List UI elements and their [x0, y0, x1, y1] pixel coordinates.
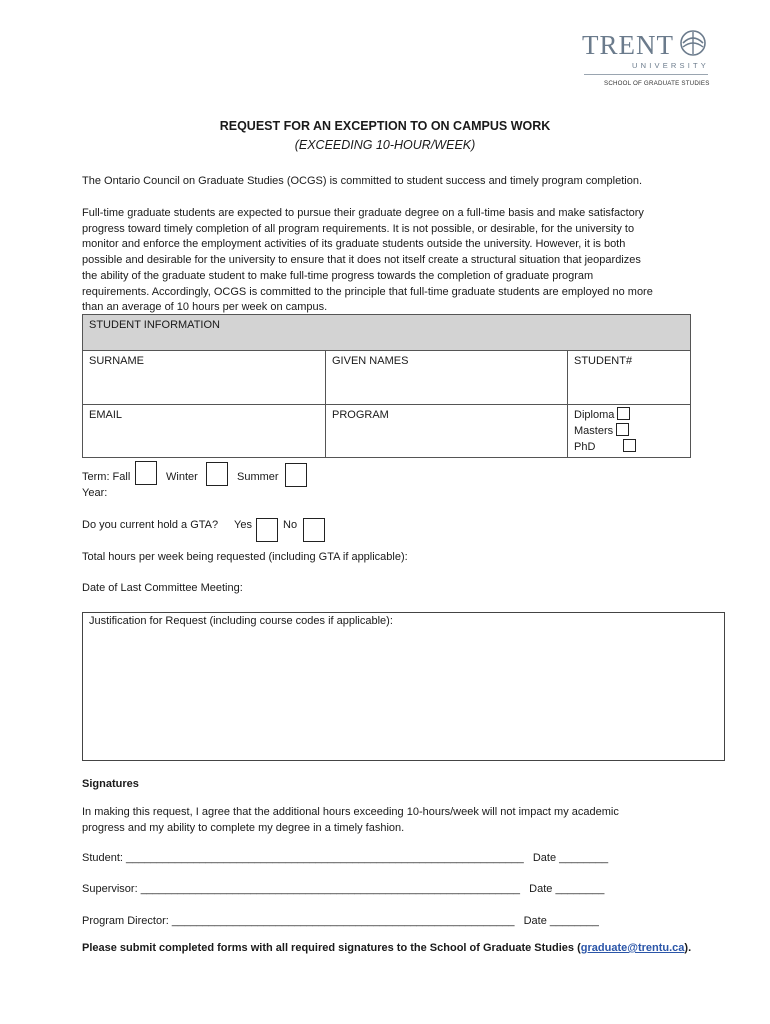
- policy-line: monitor and enforce the employment activities of its graduate students outside the university. However, it is both: [82, 238, 626, 251]
- email-label: EMAIL: [89, 409, 123, 421]
- student-info-header: STUDENT INFORMATION: [83, 315, 691, 351]
- form-subtitle: (EXCEEDING 10-HOUR/WEEK): [294, 138, 476, 152]
- term-winter-checkbox[interactable]: [206, 462, 228, 486]
- policy-paragraph: [82, 206, 692, 316]
- gta-question: Do you current hold a GTA?: [82, 519, 219, 531]
- submission-end: ).: [684, 942, 692, 954]
- logo-wordmark: TRENT: [582, 30, 674, 60]
- given-names-field[interactable]: [326, 351, 568, 405]
- degree-label: Masters: [574, 425, 614, 437]
- justification-box[interactable]: [82, 612, 725, 761]
- year-label: Year:: [82, 487, 108, 499]
- graduate-email-link[interactable]: graduate@trentu.ca: [580, 942, 685, 954]
- phd-checkbox[interactable]: [623, 439, 636, 452]
- form-title: REQUEST FOR AN EXCEPTION TO ON CAMPUS WORK: [219, 119, 551, 133]
- submission-instructions: [82, 942, 691, 954]
- degree-label: Diploma: [574, 409, 615, 421]
- term-fall-checkbox[interactable]: [135, 461, 157, 485]
- student-info-table: [82, 314, 691, 458]
- term-fall-label: Term: Fall: [82, 471, 131, 483]
- degree-option-masters: [574, 423, 684, 439]
- supervisor-signature-line[interactable]: Supervisor: ______________________________________________________________ Date ________: [82, 883, 605, 895]
- program-label: PROGRAM: [332, 409, 389, 421]
- committee-meeting-label: Date of Last Committee Meeting:: [82, 582, 243, 594]
- trent-logo: [580, 26, 710, 92]
- logo-university: UNIVERSITY: [632, 61, 710, 70]
- program-field[interactable]: [326, 405, 568, 458]
- degree-options: [568, 405, 691, 458]
- agreement-line: In making this request, I agree that the additional hours exceeding 10-hours/week will not impact my academic: [82, 806, 619, 818]
- policy-line: Full-time graduate students are expected to pursue their graduate degree on a full-time basis and make satisfactory: [82, 207, 644, 219]
- surname-label: SURNAME: [89, 355, 145, 367]
- gta-yes-label: Yes: [234, 519, 252, 531]
- degree-option-diploma: [574, 407, 684, 423]
- policy-line: possible and desirable for the university to ensure that it does not itself create a structural situation that jeopardizes: [82, 254, 641, 267]
- gta-yes-checkbox[interactable]: [256, 518, 278, 542]
- student-number-label: STUDENT#: [574, 355, 633, 367]
- degree-option-phd: [574, 439, 684, 455]
- diploma-checkbox[interactable]: [617, 407, 630, 420]
- justification-label: Justification for Request (including course codes if applicable):: [89, 615, 393, 627]
- policy-line: than an average of 10 hours per week on campus.: [82, 301, 328, 314]
- logo-divider: [584, 74, 708, 75]
- logo-crest-icon: [678, 28, 708, 58]
- student-number-field[interactable]: [568, 351, 691, 405]
- logo-school-name: SCHOOL OF GRADUATE STUDIES: [604, 80, 710, 87]
- term-winter-label: Winter: [166, 471, 198, 483]
- intro-text: The Ontario Council on Graduate Studies (OCGS) is committed to student success and timely program completion.: [82, 175, 643, 187]
- term-summer-checkbox[interactable]: [285, 463, 307, 487]
- given-names-label: GIVEN NAMES: [332, 355, 409, 367]
- policy-line: progress toward timely completion of all program requirements. It is not possible, or desirable, for the university to: [82, 222, 635, 235]
- agreement-line: progress and my ability to complete my degree in a timely fashion.: [82, 821, 405, 834]
- degree-label: PhD: [574, 441, 596, 453]
- director-signature-line[interactable]: Program Director: ________________________________________________________ Date ________: [82, 915, 599, 927]
- gta-no-checkbox[interactable]: [303, 518, 325, 542]
- policy-line: the ability of the graduate student to make full-time progress towards the completion of graduate program: [82, 269, 594, 282]
- submission-text: Please submit completed forms with all required signatures to the School of Graduate Studies (: [82, 942, 581, 954]
- policy-line: requirements. Accordingly, OCGS is committed to the principle that full-time graduate students are employed no more: [82, 285, 653, 298]
- surname-field[interactable]: [83, 351, 326, 405]
- hours-requested-label: Total hours per week being requested (including GTA if applicable):: [82, 551, 408, 563]
- student-signature-line[interactable]: Student: _________________________________________________________________ Date ________: [82, 852, 609, 864]
- email-field[interactable]: [83, 405, 326, 458]
- gta-no-label: No: [283, 519, 298, 531]
- masters-checkbox[interactable]: [616, 423, 629, 436]
- term-summer-label: Summer: [237, 471, 279, 483]
- signatures-heading: Signatures: [82, 778, 139, 790]
- agreement-text: [82, 805, 692, 836]
